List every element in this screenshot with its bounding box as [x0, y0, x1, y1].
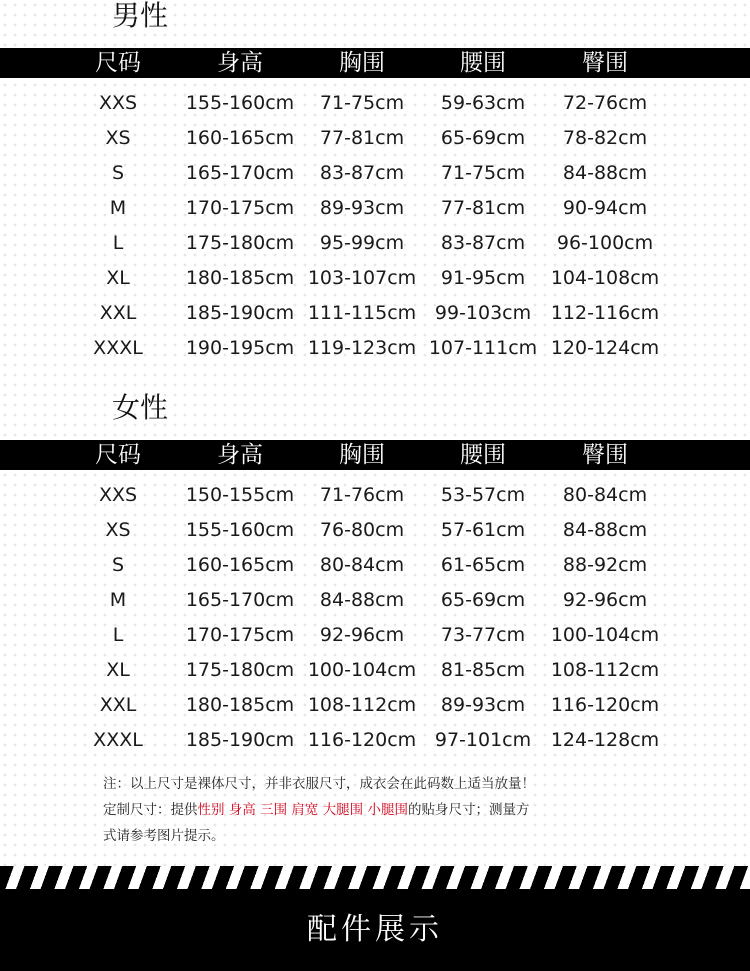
footer-title: 配件展示 — [307, 912, 443, 947]
table-row — [0, 261, 750, 296]
women-cell-waist: 73-77cm — [440, 624, 526, 646]
women-header-chest: 胸围 — [339, 442, 385, 468]
women-cell-size: XXS — [98, 484, 138, 506]
women-cell-height: 155-160cm — [185, 519, 295, 541]
women-cell-height: 185-190cm — [185, 729, 295, 751]
note-custom-highlight: 性别 身高 三围 肩宽 大腿围 小腿围 — [197, 802, 408, 818]
women-cell-hip: 92-96cm — [562, 589, 648, 611]
men-cell-size: M — [109, 197, 127, 219]
men-cell-waist: 71-75cm — [440, 162, 526, 184]
women-cell-waist: 57-61cm — [440, 519, 526, 541]
table-row — [0, 331, 750, 366]
men-size-table — [0, 86, 750, 366]
note-line-3: 式请参考图片提示。 — [103, 828, 225, 844]
men-cell-height: 175-180cm — [185, 232, 295, 254]
men-header-height: 身高 — [217, 50, 263, 76]
men-cell-waist: 77-81cm — [440, 197, 526, 219]
women-cell-size: M — [109, 589, 127, 611]
women-cell-hip: 108-112cm — [550, 659, 660, 681]
men-cell-height: 185-190cm — [185, 302, 295, 324]
note-line-1: 注：以上尺寸是裸体尺寸，并非衣服尺寸，成衣会在此码数上适当放量！ — [103, 776, 535, 792]
women-cell-size: L — [112, 624, 124, 646]
table-row — [0, 723, 750, 758]
men-cell-hip: 78-82cm — [562, 127, 648, 149]
men-cell-waist: 91-95cm — [440, 267, 526, 289]
women-table-header — [0, 440, 750, 470]
women-cell-waist: 81-85cm — [440, 659, 526, 681]
table-row — [0, 296, 750, 331]
women-cell-chest: 71-76cm — [319, 484, 405, 506]
women-cell-hip: 88-92cm — [562, 554, 648, 576]
table-row — [0, 86, 750, 121]
women-cell-waist: 97-101cm — [434, 729, 532, 751]
men-cell-hip: 104-108cm — [550, 267, 660, 289]
table-row — [0, 121, 750, 156]
women-cell-hip: 80-84cm — [562, 484, 648, 506]
men-cell-waist: 59-63cm — [440, 92, 526, 114]
women-cell-height: 180-185cm — [185, 694, 295, 716]
women-cell-size: XXL — [99, 694, 137, 716]
women-cell-chest: 100-104cm — [307, 659, 417, 681]
table-row — [0, 191, 750, 226]
men-section-title: 男性 — [112, 0, 169, 32]
women-cell-hip: 100-104cm — [550, 624, 660, 646]
men-cell-height: 170-175cm — [185, 197, 295, 219]
note-custom-prefix: 定制尺寸：提供 — [103, 802, 198, 818]
table-row — [0, 548, 750, 583]
table-row — [0, 688, 750, 723]
women-cell-waist: 89-93cm — [440, 694, 526, 716]
women-cell-hip: 84-88cm — [562, 519, 648, 541]
women-header-height: 身高 — [217, 442, 263, 468]
women-cell-hip: 116-120cm — [550, 694, 660, 716]
men-cell-chest: 89-93cm — [319, 197, 405, 219]
men-cell-size: XXS — [98, 92, 138, 114]
men-table-header — [0, 48, 750, 78]
men-cell-hip: 72-76cm — [562, 92, 648, 114]
men-cell-size: XXL — [99, 302, 137, 324]
men-cell-height: 165-170cm — [185, 162, 295, 184]
men-cell-chest: 119-123cm — [307, 337, 417, 359]
women-cell-hip: 124-128cm — [550, 729, 660, 751]
men-cell-size: XS — [105, 127, 131, 149]
women-header-waist: 腰围 — [460, 442, 506, 468]
men-cell-chest: 103-107cm — [307, 267, 417, 289]
women-cell-chest: 84-88cm — [319, 589, 405, 611]
women-cell-chest: 80-84cm — [319, 554, 405, 576]
men-cell-chest: 71-75cm — [319, 92, 405, 114]
men-cell-hip: 90-94cm — [562, 197, 648, 219]
women-cell-chest: 108-112cm — [307, 694, 417, 716]
men-cell-hip: 84-88cm — [562, 162, 648, 184]
men-header-size: 尺码 — [95, 50, 141, 76]
men-cell-chest: 83-87cm — [319, 162, 405, 184]
men-cell-hip: 96-100cm — [556, 232, 654, 254]
table-row — [0, 583, 750, 618]
men-cell-height: 155-160cm — [185, 92, 295, 114]
women-cell-height: 165-170cm — [185, 589, 295, 611]
men-cell-hip: 120-124cm — [550, 337, 660, 359]
men-cell-chest: 95-99cm — [319, 232, 405, 254]
men-header-waist: 腰围 — [460, 50, 506, 76]
women-cell-height: 150-155cm — [185, 484, 295, 506]
women-cell-waist: 53-57cm — [440, 484, 526, 506]
men-header-chest: 胸围 — [339, 50, 385, 76]
women-header-hip: 臀围 — [582, 442, 628, 468]
women-cell-height: 160-165cm — [185, 554, 295, 576]
women-cell-waist: 61-65cm — [440, 554, 526, 576]
women-cell-waist: 65-69cm — [440, 589, 526, 611]
men-cell-size: S — [111, 162, 125, 184]
men-header-hip: 臀围 — [582, 50, 628, 76]
women-cell-height: 170-175cm — [185, 624, 295, 646]
women-size-table — [0, 478, 750, 758]
men-cell-height: 180-185cm — [185, 267, 295, 289]
men-cell-waist: 65-69cm — [440, 127, 526, 149]
note-line-2 — [103, 798, 529, 823]
men-cell-chest: 111-115cm — [307, 302, 417, 324]
men-cell-size: XXXL — [93, 337, 143, 359]
women-cell-chest: 76-80cm — [319, 519, 405, 541]
note-custom-suffix: 的贴身尺寸；测量方 — [407, 802, 530, 818]
men-cell-height: 190-195cm — [185, 337, 295, 359]
women-header-size: 尺码 — [95, 442, 141, 468]
table-row — [0, 653, 750, 688]
women-cell-size: S — [111, 554, 125, 576]
table-row — [0, 618, 750, 653]
men-cell-waist: 99-103cm — [434, 302, 532, 324]
men-cell-hip: 112-116cm — [550, 302, 660, 324]
men-cell-height: 160-165cm — [185, 127, 295, 149]
footer-banner — [0, 889, 750, 971]
table-row — [0, 156, 750, 191]
decorative-stripe-band — [0, 866, 750, 889]
men-cell-size: L — [112, 232, 124, 254]
women-cell-chest: 92-96cm — [319, 624, 405, 646]
women-cell-height: 175-180cm — [185, 659, 295, 681]
table-row — [0, 478, 750, 513]
women-cell-size: XL — [106, 659, 130, 681]
table-row — [0, 226, 750, 261]
men-cell-waist: 83-87cm — [440, 232, 526, 254]
women-section-title: 女性 — [112, 391, 169, 424]
women-cell-size: XXXL — [93, 729, 143, 751]
table-row — [0, 513, 750, 548]
men-cell-size: XL — [106, 267, 130, 289]
men-cell-chest: 77-81cm — [319, 127, 405, 149]
women-cell-size: XS — [105, 519, 131, 541]
women-cell-chest: 116-120cm — [307, 729, 417, 751]
men-cell-waist: 107-111cm — [428, 337, 538, 359]
